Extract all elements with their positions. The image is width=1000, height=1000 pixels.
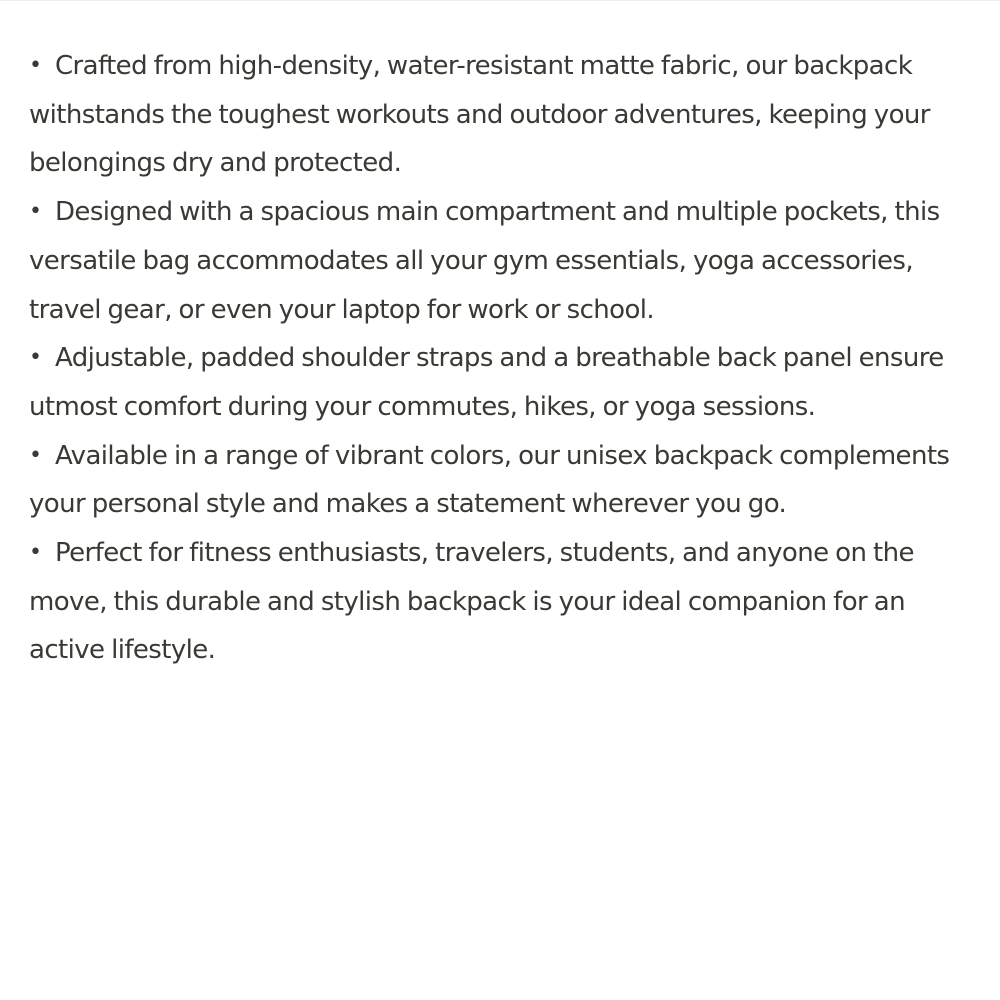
feature-item-colors (29, 432, 979, 529)
bullet-icon: • (29, 53, 42, 78)
feature-item-audience (29, 529, 979, 675)
feature-text: Adjustable, padded shoulder straps and a breathable back panel ensure utmost comfort during your commutes, hikes, or yoga sessions. (29, 343, 944, 422)
feature-item-storage (29, 188, 979, 334)
bullet-icon: • (29, 345, 42, 371)
bullet-icon: • (29, 442, 42, 468)
feature-item-durability (29, 42, 979, 188)
feature-text: Crafted from high-density, water-resistant matte fabric, our backpack withstands the toughest workouts and outdoor adventures, keeping your belongings dry and protected. (29, 51, 930, 179)
bullet-icon: • (29, 540, 42, 566)
product-feature-list (29, 42, 979, 675)
feature-text: Designed with a spacious main compartment and multiple pockets, this versatile bag accommodates all your gym essentials, yoga accessories, travel gear, or even your laptop for work or school. (29, 197, 940, 325)
feature-item-comfort (29, 334, 979, 431)
top-divider (0, 0, 1000, 1)
feature-text: Perfect for fitness enthusiasts, travelers, students, and anyone on the move, this durable and stylish backpack is your ideal companion for an active lifestyle. (29, 538, 914, 666)
feature-text: Available in a range of vibrant colors, our unisex backpack complements your personal style and makes a statement wherever you go. (29, 440, 950, 520)
bullet-icon: • (29, 199, 42, 225)
